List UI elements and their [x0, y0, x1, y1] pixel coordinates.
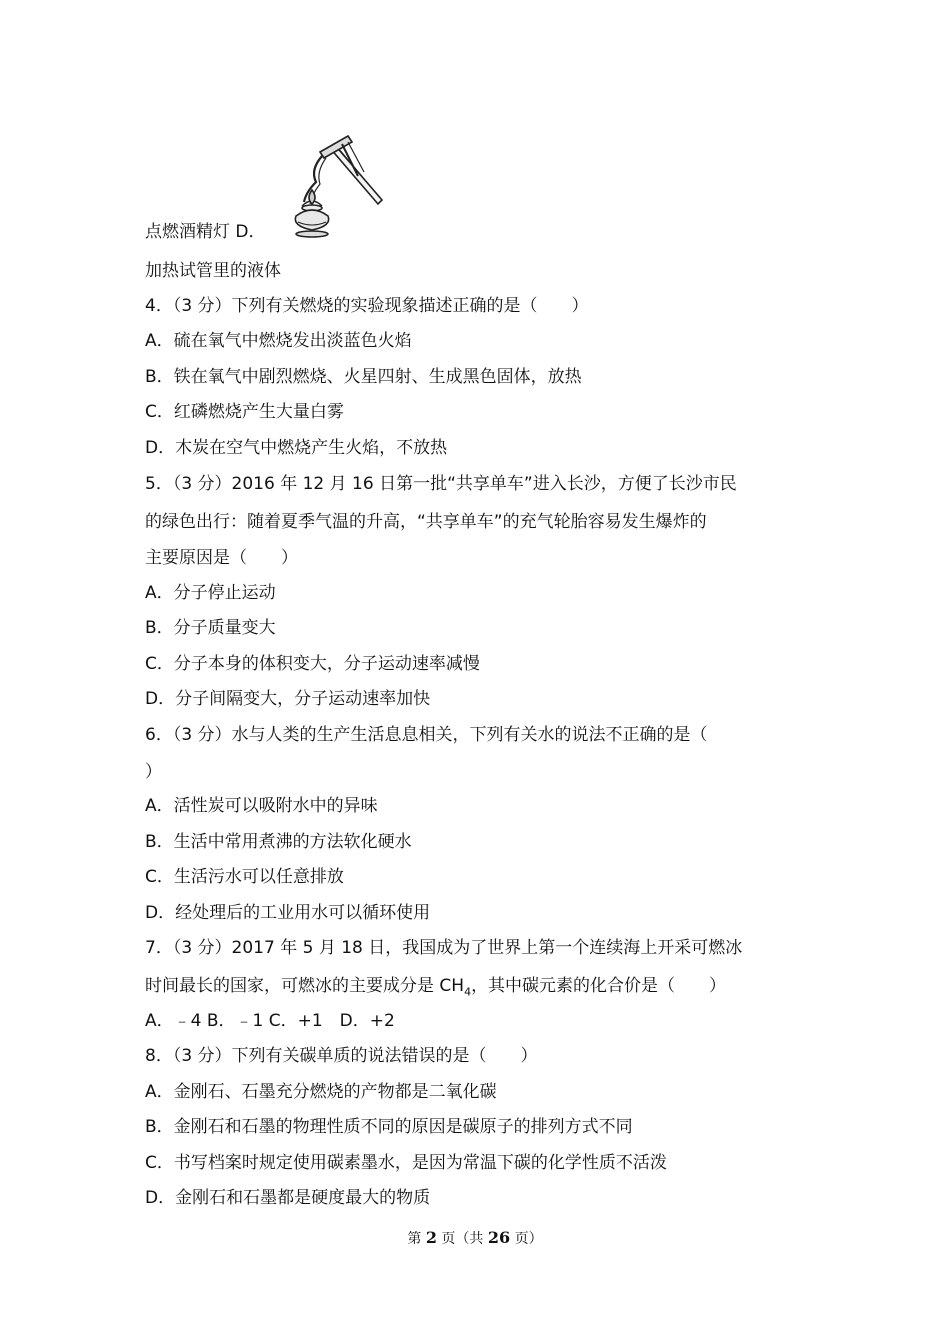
q4-option-c: C．红磷燃烧产生大量白雾 [145, 402, 344, 422]
q5-option-a: A．分子停止运动 [145, 583, 276, 603]
footer-page-number: 2 [425, 1228, 437, 1247]
q4-option-d: D．木炭在空气中燃烧产生火焰，不放热 [145, 438, 448, 458]
footer-middle: 页（共 [436, 1231, 488, 1247]
footer-suffix: 页） [510, 1231, 543, 1247]
q5-option-d: D．分子间隔变大，分子运动速率加快 [145, 689, 431, 709]
q8-option-c: C．书写档案时规定使用碳素墨水，是因为常温下碳的化学性质不活泼 [145, 1153, 667, 1173]
q4-option-a: A．硫在氧气中燃烧发出淡蓝色火焰 [145, 331, 412, 351]
q8-option-a: A．金刚石、石墨充分燃烧的产物都是二氧化碳 [145, 1082, 497, 1102]
q5-option-c: C．分子本身的体积变大，分子运动速率减慢 [145, 654, 480, 674]
footer-total-pages: 26 [487, 1228, 511, 1247]
q7-stem-text: 时间最长的国家，可燃冰的主要成分是 CH [145, 976, 465, 996]
q6-option-a: A．活性炭可以吸附水中的异味 [145, 796, 378, 816]
q6-stem-line-2: ） [145, 762, 162, 782]
q6-option-d: D．经处理后的工业用水可以循环使用 [145, 903, 431, 923]
q5-stem-line-2: 的绿色出行：随着夏季气温的升高，“共享单车”的充气轮胎容易发生爆炸的 [145, 512, 707, 532]
q6-option-b: B．生活中常用煮沸的方法软化硬水 [145, 832, 412, 852]
q8-option-d: D．金刚石和石墨都是硬度最大的物质 [145, 1188, 431, 1208]
q7-stem-line-2 [145, 975, 726, 997]
q8-stem: 8．（3 分）下列有关碳单质的说法错误的是（ ） [145, 1046, 538, 1066]
prev-option-c-tail: 点燃酒精灯 D． [145, 222, 266, 242]
q5-option-b: B．分子质量变大 [145, 618, 276, 638]
footer-prefix: 第 [407, 1231, 426, 1247]
test-tube-heating-icon [282, 130, 392, 242]
q5-stem-line-3: 主要原因是（ ） [145, 548, 298, 568]
page-footer [0, 1228, 950, 1248]
q4-stem: 4．（3 分）下列有关燃烧的实验现象描述正确的是（ ） [145, 296, 589, 316]
prev-option-d-tail: 加热试管里的液体 [145, 261, 281, 281]
q6-stem-line-1: 6．（3 分）水与人类的生产生活息息相关，下列有关水的说法不正确的是（ [145, 725, 708, 745]
q7-subscript: 4 [464, 985, 472, 999]
q7-stem-line-1: 7．（3 分）2017 年 5 月 18 日，我国成为了世界上第一个连续海上开采可燃冰 [145, 938, 743, 958]
q4-option-b: B．铁在氧气中剧烈燃烧、火星四射、生成黑色固体，放热 [145, 367, 582, 387]
q8-option-b: B．金刚石和石墨的物理性质不同的原因是碳原子的排列方式不同 [145, 1117, 633, 1137]
q6-option-c: C．生活污水可以任意排放 [145, 867, 344, 887]
q5-stem-line-1: 5．（3 分）2016 年 12 月 16 日第一批“共享单车”进入长沙，方便了长沙市民 [145, 474, 737, 494]
q7-stem-text-tail: ，其中碳元素的化合价是（ ） [471, 976, 727, 996]
q7-options: A．﹣4 B．﹣1 C．+1 D．+2 [145, 1011, 395, 1031]
